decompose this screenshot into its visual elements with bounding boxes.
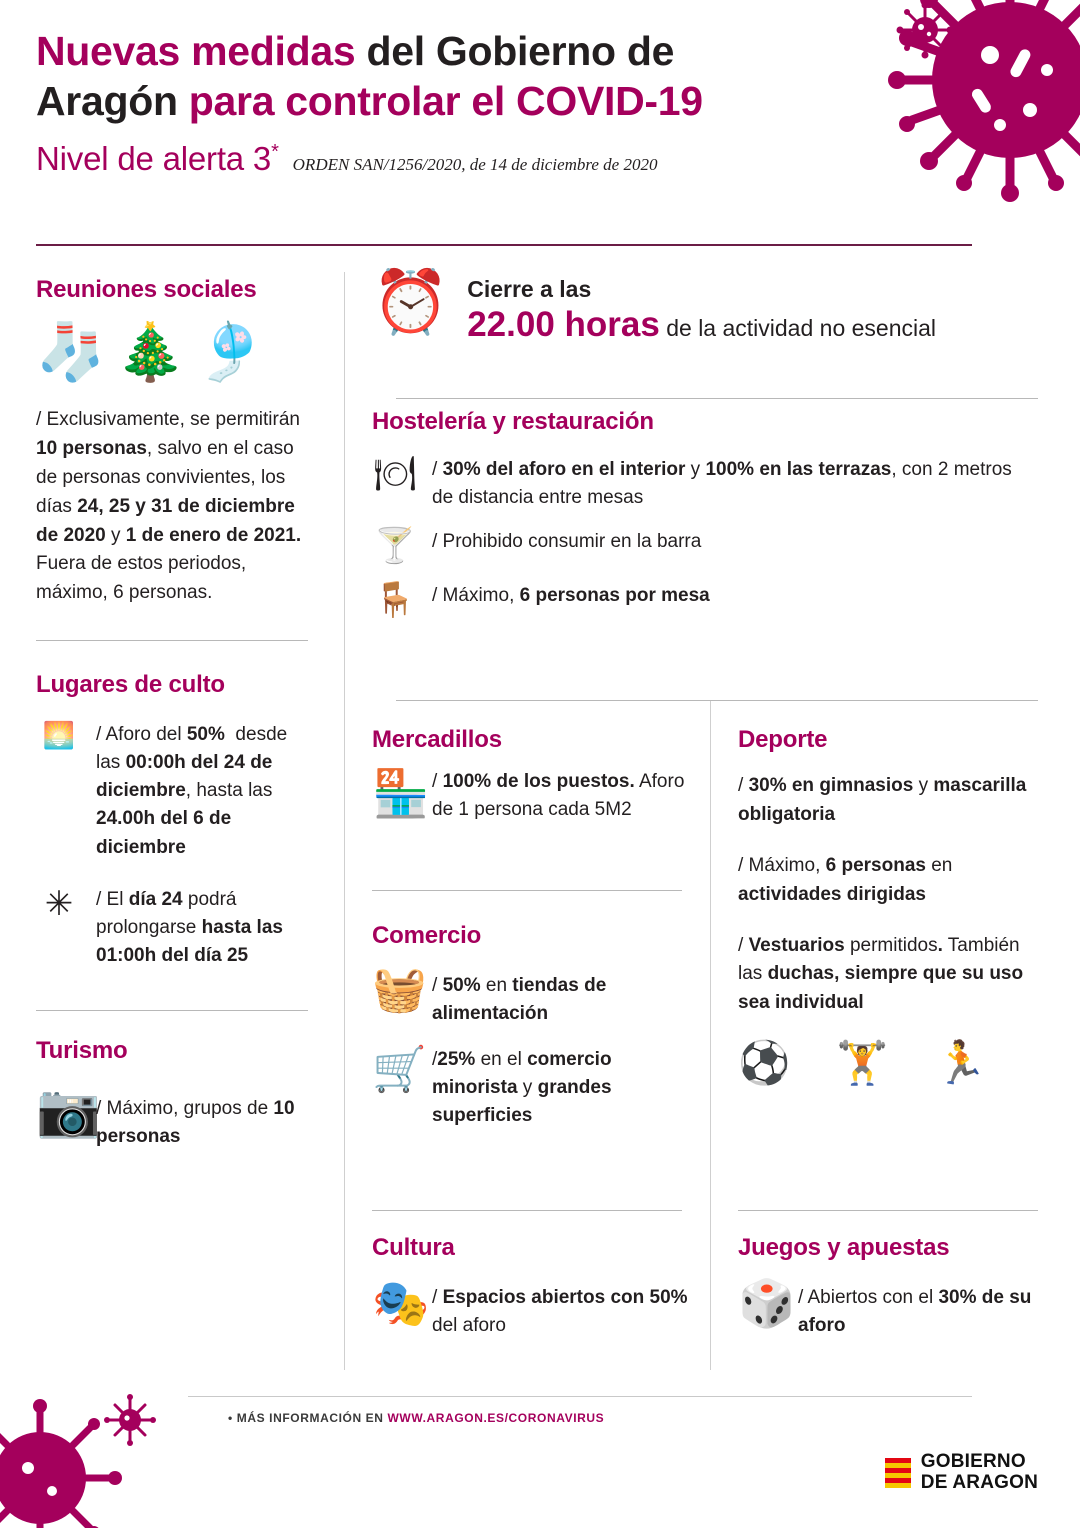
- header-divider: [36, 244, 972, 246]
- bullet-icon: •: [228, 1411, 233, 1425]
- section-title-culto: Lugares de culto: [36, 671, 225, 699]
- virus-illustration-small-bottom: [100, 1390, 160, 1450]
- christmas-stocking-icon: 🧦: [36, 320, 106, 383]
- footer-link[interactable]: WWW.ARAGON.ES/CORONAVIRUS: [387, 1411, 605, 1425]
- reuniones-icons: [36, 320, 316, 383]
- star-icon: ✳: [44, 884, 74, 923]
- hosteleria-item-1-text: / 30% del aforo en el interior y 100% en las terrazas, con 2 metros de distancia entre mesas: [432, 459, 1012, 509]
- section-title-reuniones: Reuniones sociales: [36, 276, 257, 303]
- center-divider-3: [372, 890, 682, 891]
- alarm-clock-icon: ⏰: [372, 268, 450, 337]
- hosteleria-item-1: [372, 456, 1038, 512]
- title-part-2: del Gobierno de: [355, 28, 675, 74]
- alert-level: [36, 140, 279, 178]
- culto-item-2-text: / El día 24 podrá prolongarse hasta las 01:00h del día 25: [96, 888, 283, 966]
- gobierno-text: [921, 1452, 1038, 1493]
- section-title-comercio: Comercio: [372, 922, 482, 949]
- comercio-item-2: [372, 1046, 702, 1130]
- footer-info: [228, 1411, 604, 1425]
- section-title-cultura: Cultura: [372, 1234, 455, 1261]
- footer-divider: [188, 1396, 972, 1397]
- alert-level-row: [36, 140, 876, 178]
- section-mercadillos: [372, 726, 690, 824]
- camera-icon: 📷: [36, 1082, 101, 1140]
- comercio-item-1-text: / 50% en tiendas de alimentación: [432, 975, 607, 1025]
- left-column: [36, 276, 316, 1151]
- sunrise-icon: 🌅: [42, 720, 76, 751]
- hosteleria-item-2: [372, 528, 1038, 565]
- shopping-cart-icon: 🛒: [372, 1045, 427, 1095]
- section-deporte: [738, 726, 1048, 1087]
- right-divider-1: [738, 1210, 1038, 1211]
- title-part-4: para controlar el COVID-19: [188, 78, 703, 125]
- serving-dome-icon: 🍽: [373, 455, 417, 493]
- grocery-basket-icon: 🧺: [372, 965, 427, 1014]
- mercadillos-item: [372, 768, 690, 824]
- section-title-mercadillos: Mercadillos: [372, 726, 502, 753]
- deporte-item-2-text: / Máximo, 6 personas en actividades dirigidas: [738, 854, 953, 905]
- closing-time-block: [372, 268, 1038, 345]
- juegos-item: [738, 1278, 1048, 1340]
- runner-icon: 🏃: [934, 1039, 987, 1087]
- cultura-text: / Espacios abiertos con 50% del aforo: [432, 1287, 688, 1337]
- title-part-1: Nuevas medidas: [36, 28, 356, 74]
- mercadillos-text: / 100% de los puestos. Aforo de 1 persona cada 5M2: [432, 771, 685, 821]
- section-title-deporte: Deporte: [738, 726, 828, 753]
- section-title-turismo: Turismo: [36, 1037, 128, 1064]
- gobierno-line-2: DE ARAGON: [920, 1471, 1038, 1493]
- deporte-item-3-text: / Vestuarios permitidos. También las duchas, siempre que su uso sea individual: [738, 934, 1024, 1014]
- section-title-hosteleria: Hostelería y restauración: [372, 408, 654, 435]
- gobierno-de-aragon-logo: [885, 1452, 1038, 1493]
- comercio-item-1: [372, 966, 702, 1028]
- order-reference: ORDEN SAN/1256/2020, de 14 de diciembre de 2020: [292, 155, 658, 175]
- asterisk: *: [271, 141, 279, 164]
- closing-label: Cierre a las: [467, 276, 592, 302]
- soccer-ball-icon: ⚽: [738, 1039, 791, 1087]
- table-chairs-icon: 🪑: [373, 580, 417, 619]
- aragon-flag-icon: [885, 1458, 911, 1488]
- dice-icon: 🎲: [738, 1277, 796, 1329]
- closing-detail: [467, 305, 936, 345]
- turismo-text: / Máximo, grupos de 10 personas: [96, 1098, 295, 1148]
- cocktail-icon: 🍸: [373, 527, 417, 566]
- comercio-item-2-text: /25% en el comercio minorista y grandes superficies: [432, 1049, 612, 1127]
- center-divider-2: [396, 700, 1038, 701]
- footer-note-text: MÁS INFORMACIÓN EN: [236, 1411, 388, 1425]
- section-title-juegos: Juegos y apuestas: [738, 1234, 950, 1261]
- column-divider-left: [344, 272, 345, 1370]
- virus-illustration-bottom: [0, 1396, 158, 1528]
- column-divider-right: [710, 700, 711, 1370]
- closing-rest: de la actividad no esencial: [659, 315, 937, 341]
- closing-hour: 22.00 horas: [467, 305, 660, 344]
- reuniones-text: / Exclusivamente, se permitirán 10 personas, salvo en el caso de personas convivientes, los días 24, 25 y 31 de diciembre de 2020 y 1 de enero de 2021. Fuera de estos periodos, máximo, 6 personas.: [36, 409, 302, 604]
- virus-illustration-small-top: [895, 0, 955, 60]
- culto-item-1-text: / Aforo del 50% desde las 00:00h del 24 de diciembre, hasta las 24.00h del 6 de diciembre: [96, 724, 288, 858]
- virus-illustration-large: [880, 0, 1080, 240]
- header: [36, 26, 876, 178]
- center-divider-4: [372, 1210, 682, 1211]
- juegos-text: / Abiertos con el 30% de su aforo: [798, 1287, 1032, 1337]
- title-part-3: Aragón: [36, 78, 189, 125]
- page-title: [36, 26, 876, 126]
- theater-masks-icon: 🎭: [372, 1277, 430, 1329]
- deporte-icons: [738, 1039, 1048, 1087]
- center-divider-1: [396, 398, 1038, 399]
- deporte-item-1-text: / 30% en gimnasios y mascarilla obligatoria: [738, 775, 1027, 825]
- alert-level-text: Nivel de alerta 3: [36, 140, 272, 178]
- hosteleria-item-2-text: / Prohibido consumir en la barra: [432, 531, 702, 553]
- left-divider-2: [36, 1010, 308, 1011]
- section-hosteleria: [372, 408, 1038, 619]
- section-juegos: [738, 1234, 1048, 1340]
- hosteleria-item-3: [372, 582, 1038, 619]
- section-comercio: [372, 922, 702, 1131]
- cultura-item: [372, 1278, 702, 1340]
- christmas-ornament-icon: 🎐: [195, 320, 266, 383]
- gobierno-line-1: GOBIERNO: [920, 1451, 1026, 1472]
- culto-item-2: [36, 886, 316, 970]
- section-cultura: [372, 1234, 702, 1340]
- hosteleria-item-3-text: / Máximo, 6 personas por mesa: [432, 584, 710, 606]
- market-stall-icon: 🏪: [372, 767, 430, 819]
- culto-item-1: [36, 721, 316, 862]
- christmas-tree-icon: 🎄: [115, 320, 186, 383]
- turismo-item: [36, 1083, 316, 1151]
- weightlifter-icon: 🏋: [836, 1039, 889, 1087]
- left-divider-1: [36, 640, 308, 641]
